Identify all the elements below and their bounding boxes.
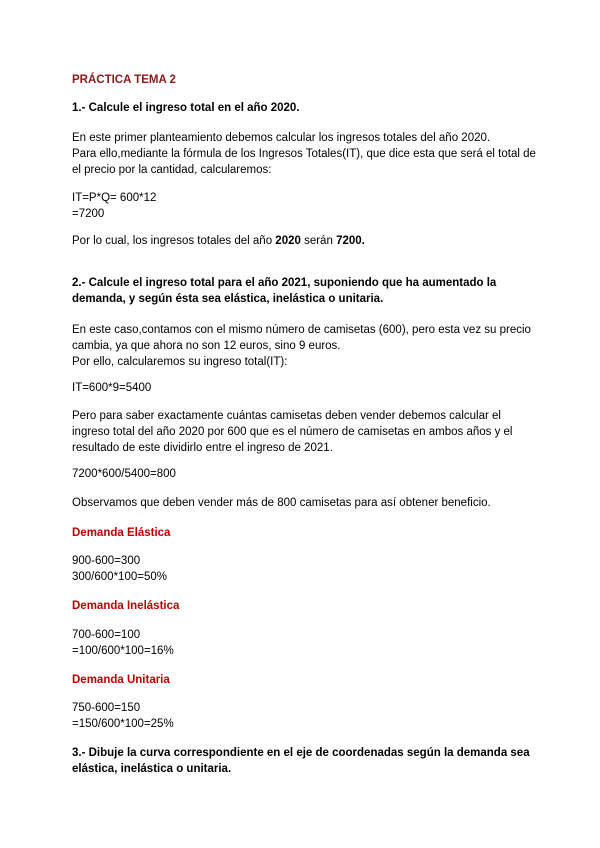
text-line: Por ello, calcularemos su ingreso total(IT):	[72, 356, 288, 368]
text-line: el precio por la cantidad, calcularemos:	[72, 164, 272, 176]
conclusion-text: Por lo cual, los ingresos totales del año	[72, 235, 276, 247]
demanda-inelastica-label: Demanda Inelástica	[72, 600, 180, 612]
formula-line: =150/600*100=25%	[72, 718, 174, 730]
question-1-heading: 1.- Calcule el ingreso total en el año 2020.	[72, 102, 300, 114]
question-2-calculation-1: IT=600*9=5400	[72, 382, 152, 394]
text-line: Pero para saber exactamente cuántas camisetas deben vender debemos calcular el	[72, 410, 501, 422]
conclusion-year: 2020	[275, 235, 301, 247]
formula-line: 750-600=150	[72, 702, 141, 714]
question-2-calculation-2: 7200*600/5400=800	[72, 468, 176, 480]
text-line: cambia, ya que ahora no son 12 euros, sino 9 euros.	[72, 340, 341, 352]
question-3-heading	[72, 745, 532, 777]
text-line: resultado de este dividirlo entre el ingreso de 2021.	[72, 442, 333, 454]
formula-line: 300/600*100=50%	[72, 571, 167, 583]
formula-line: =7200	[72, 208, 105, 220]
question-2-paragraph-1	[72, 322, 532, 370]
text-line: En este caso,contamos con el mismo número de camisetas (600), pero esta vez su precio	[72, 324, 531, 336]
question-1-paragraph	[72, 130, 536, 178]
formula-line: =100/600*100=16%	[72, 645, 174, 657]
heading-line: 3.- Dibuje la curva correspondiente en el eje de coordenadas según la demanda sea	[72, 747, 530, 759]
question-1-conclusion	[72, 233, 532, 249]
demanda-unitaria-calculation	[72, 700, 532, 732]
text-line: ingreso total del año 2020 por 600 que es el número de camisetas en ambos años y el	[72, 426, 513, 438]
heading-line: 2.- Calcule el ingreso total para el año 2021, suponiendo que ha aumentado la	[72, 277, 497, 289]
conclusion-text: serán	[300, 235, 337, 247]
heading-line: elástica, inelástica o unitaria.	[72, 763, 232, 775]
question-2-heading	[72, 275, 532, 307]
heading-line: demanda, y según ésta sea elástica, inelástica o unitaria.	[72, 293, 384, 305]
formula-line: 900-600=300	[72, 555, 141, 567]
demanda-unitaria-label: Demanda Unitaria	[72, 674, 170, 686]
demanda-elastica-label: Demanda Elástica	[72, 527, 171, 539]
formula-line: IT=P*Q= 600*12	[72, 192, 157, 204]
question-2-paragraph-3: Observamos que deben vender más de 800 camisetas para así obtener beneficio.	[72, 497, 491, 509]
conclusion-value: 7200.	[336, 235, 365, 247]
formula-line: 700-600=100	[72, 629, 141, 641]
question-1-calculation	[72, 190, 532, 222]
document-title: PRÁCTICA TEMA 2	[72, 74, 176, 86]
text-line: En este primer planteamiento debemos calcular los ingresos totales del año 2020.	[72, 132, 491, 144]
text-line: Para ello,mediante la fórmula de los Ingresos Totales(IT), que dice esta que será el total de	[72, 148, 536, 160]
demanda-elastica-calculation	[72, 553, 532, 585]
demanda-inelastica-calculation	[72, 627, 532, 659]
question-2-paragraph-2	[72, 408, 532, 456]
